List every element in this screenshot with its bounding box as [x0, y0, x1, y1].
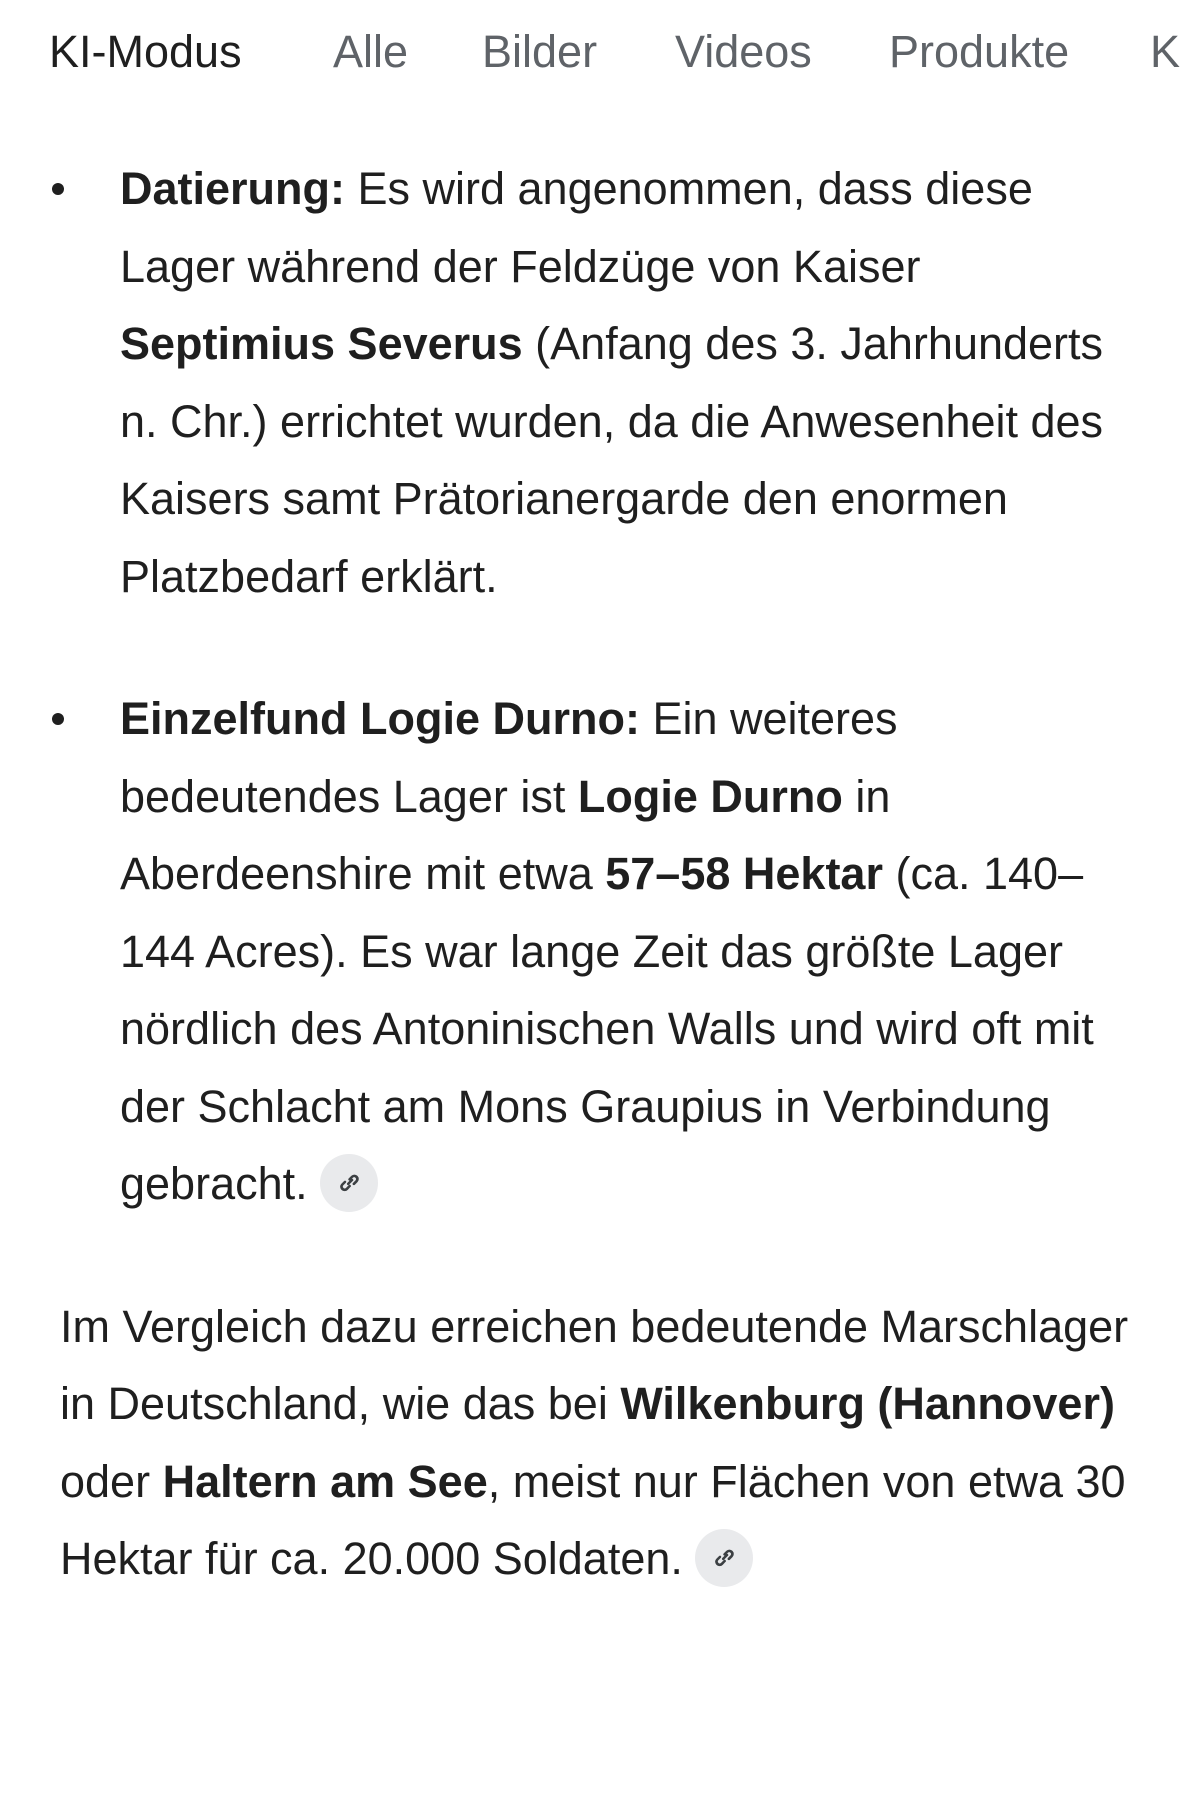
paragraph-text: oder — [60, 1455, 163, 1507]
bullet-dot — [52, 713, 64, 725]
bold-term: Septimius Severus — [120, 318, 523, 369]
bold-term: Wilkenburg (Hannover) — [620, 1378, 1115, 1429]
tab-videos[interactable]: Videos — [675, 26, 812, 77]
ai-answer-content — [0, 150, 1170, 1598]
bullet-text: Ein weiteres bedeutendes Lager ist — [120, 693, 898, 822]
bullet-text: in Aberdeenshire mit etwa — [120, 770, 891, 899]
source-link-button[interactable] — [695, 1529, 753, 1587]
list-item — [0, 150, 1170, 615]
summary-paragraph — [0, 1288, 1170, 1598]
list-item — [0, 680, 1170, 1223]
tab-ki-modus[interactable]: KI-Modus — [49, 26, 242, 77]
bold-term: 57–58 Hektar — [605, 848, 883, 899]
bullet-label: Einzelfund Logie Durno: — [120, 693, 640, 744]
tab-produkte[interactable]: Produkte — [889, 26, 1070, 77]
source-link-button[interactable] — [320, 1154, 378, 1212]
paragraph-text: , meist nur Flächen von etwa 30 Hektar für ca. 20.000 Soldaten. — [60, 1455, 1126, 1584]
bullet-text: (ca. 140–144 Acres). Es war lange Zeit das größte Lager nördlich des Antoninischen Walls und wird oft mit der Schlacht am Mons Graupius in Verbindung gebracht. — [120, 848, 1094, 1209]
tab-bilder[interactable]: Bilder — [482, 26, 598, 77]
bullet-text: (Anfang des 3. Jahrhunderts n. Chr.) errichtet wurden, da die Anwesenheit des Kaisers samt Prätorianergarde den enormen Platzbedarf erklärt. — [120, 318, 1104, 602]
bullet-text: Es wird angenommen, dass diese Lager während der Feldzüge von Kaiser — [120, 163, 1033, 292]
link-icon — [709, 1543, 739, 1573]
search-tabs — [0, 0, 1180, 104]
bold-term: Logie Durno — [577, 770, 843, 822]
paragraph-text: Im Vergleich dazu erreichen bedeutende Marschlager in Deutschland, wie das bei — [60, 1300, 1129, 1429]
tab-more[interactable]: K — [1150, 26, 1180, 77]
bold-term: Haltern am See — [162, 1455, 488, 1507]
bullet-list — [0, 150, 1170, 1223]
bullet-label: Datierung: — [120, 163, 345, 214]
tab-alle[interactable]: Alle — [333, 26, 409, 77]
bullet-dot — [52, 183, 64, 195]
link-icon — [334, 1168, 364, 1198]
